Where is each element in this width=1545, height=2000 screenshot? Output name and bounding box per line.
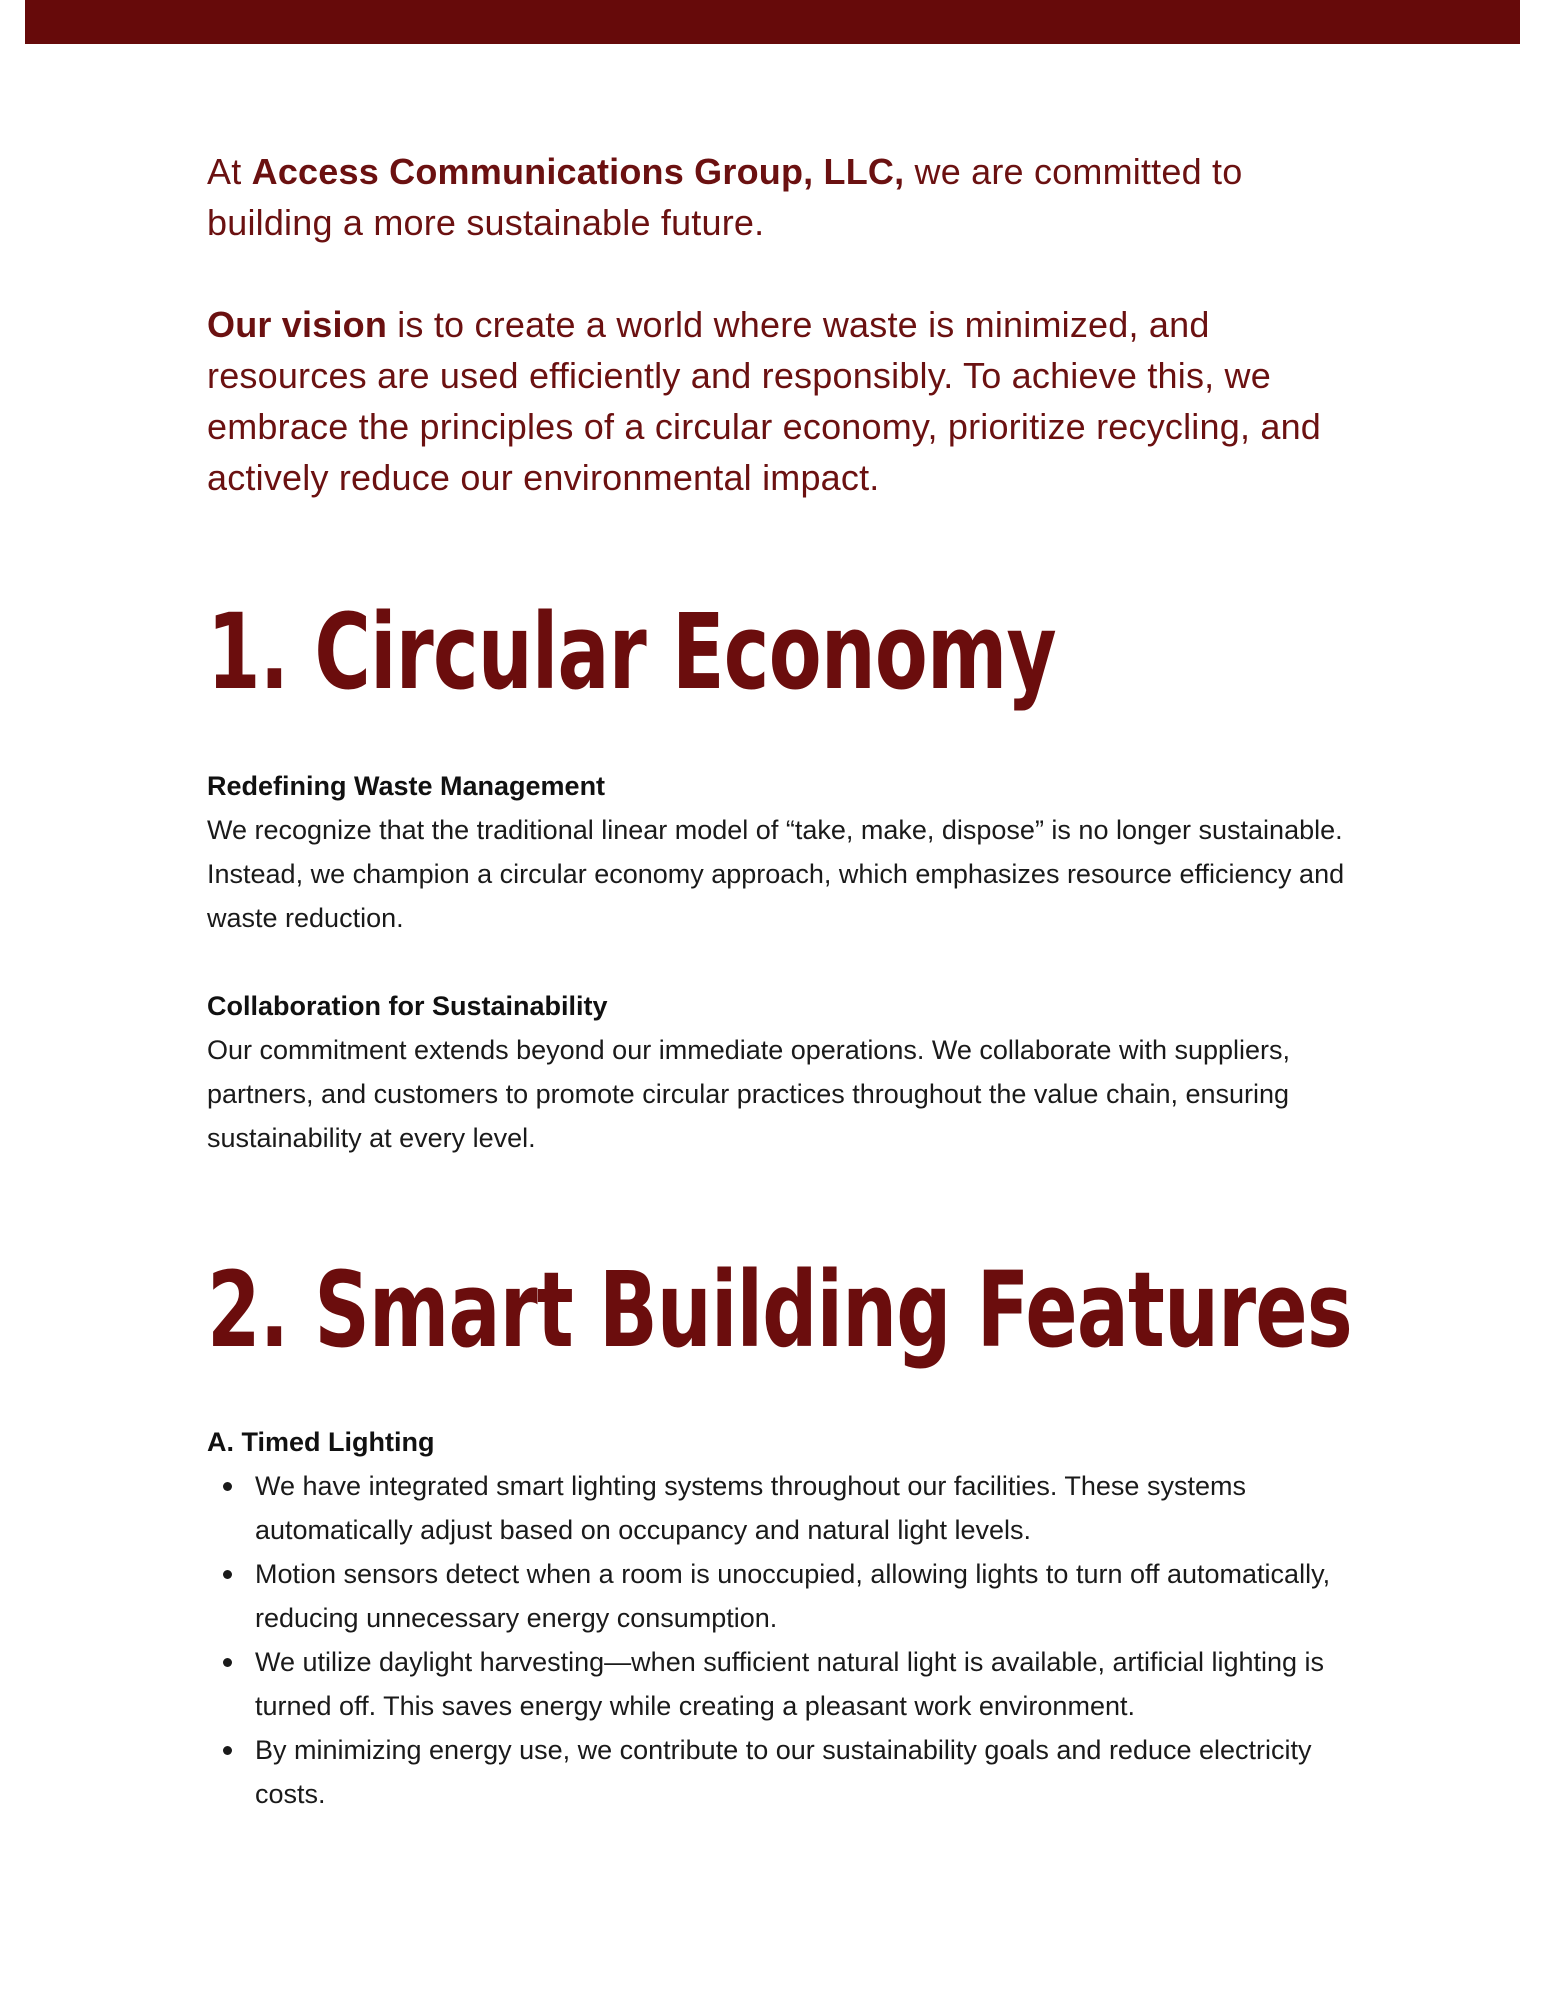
block-timed-lighting xyxy=(207,1420,1347,1816)
intro-vision xyxy=(207,299,1347,503)
intro-suffix: we are committed to building a more sustainable future. xyxy=(207,151,1243,243)
company-name: Access Communications Group, LLC, xyxy=(251,151,905,192)
timed-lighting-list xyxy=(207,1464,1347,1816)
paragraph-collaboration: Our commitment extends beyond our immediate operations. We collaborate with suppliers, partners, and customers to promote circular practices throughout the value chain, ensuring sustainability at every level. xyxy=(207,1035,1291,1153)
subheading-collaboration: Collaboration for Sustainability xyxy=(207,991,608,1021)
bullet-icon xyxy=(223,1482,232,1491)
subheading-timed-lighting: A. Timed Lighting xyxy=(207,1427,435,1457)
list-item-text: Motion sensors detect when a room is unoccupied, allowing lights to turn off automatically, reducing unnecessary energy consumption. xyxy=(255,1559,1331,1633)
list-item xyxy=(207,1552,1347,1640)
top-accent-bar xyxy=(25,0,1520,44)
section-heading-circular-economy: 1. Circular Economy xyxy=(207,591,1056,713)
subheading-waste-management: Redefining Waste Management xyxy=(207,771,606,801)
intro-commitment xyxy=(207,146,1347,248)
document-body xyxy=(207,146,1352,1816)
list-item-text: We utilize daylight harvesting—when sufficient natural light is available, artificial lighting is turned off. This saves energy while creating a pleasant work environment. xyxy=(255,1647,1325,1721)
list-item xyxy=(207,1464,1347,1552)
block-waste-management xyxy=(207,764,1347,940)
vision-lead: Our vision xyxy=(207,304,388,345)
bullet-icon xyxy=(223,1746,232,1755)
list-item-text: By minimizing energy use, we contribute to our sustainability goals and reduce electricity costs. xyxy=(255,1735,1312,1809)
intro-prefix: At xyxy=(207,151,252,192)
bullet-icon xyxy=(223,1658,232,1667)
block-collaboration xyxy=(207,984,1347,1160)
list-item xyxy=(207,1640,1347,1728)
list-item xyxy=(207,1728,1347,1816)
vision-text: is to create a world where waste is minimized, and resources are used efficiently and responsibly. To achieve this, we embrace the principles of a circular economy, prioritize recycling, and actively reduce our environmental impact. xyxy=(207,304,1322,498)
paragraph-waste-management: We recognize that the traditional linear model of “take, make, dispose” is no longer sustainable. Instead, we champion a circular economy approach, which emphasizes resource efficiency and waste reduction. xyxy=(207,815,1345,933)
section-heading-smart-building: 2. Smart Building Features xyxy=(207,1249,1352,1371)
list-item-text: We have integrated smart lighting systems throughout our facilities. These systems automatically adjust based on occupancy and natural light levels. xyxy=(255,1471,1246,1545)
bullet-icon xyxy=(223,1570,232,1579)
